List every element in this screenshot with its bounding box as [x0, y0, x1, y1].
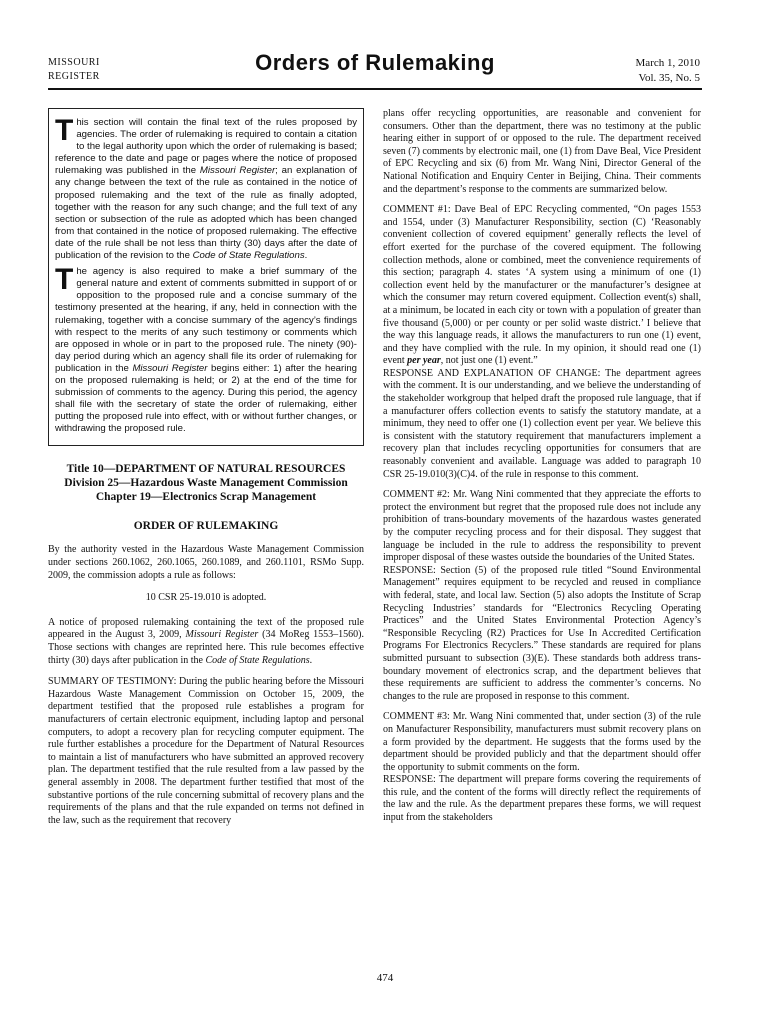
- comment-text: , not just one (1) event.”: [440, 355, 538, 367]
- intro-box: [48, 108, 364, 446]
- summary-paragraph: SUMMARY OF TESTIMONY: During the public hearing before the Missouri Hazardous Waste Management Commission on October 15, 2009, the department testified that the proposed rule establishes a program for manufacturers of certain electronic equipment, including laptop and personal computers, to adopt a recovery plan for recycling computer equipment. The rule further establishes a procedure for the Department of Natural Resources to maintain a list of manufacturers who have submitted an approved recovery plan. The department testified that the rule resulted from a law passed by the general assembly in 2008. The department further testified that most of the substantive portions of the rule concerning submittal of recovery plans and the requirements of the plans and that the rule expanded on terms not defined in the law, such as the requirement that recovery: [48, 676, 364, 826]
- order-heading: ORDER OF RULEMAKING: [133, 520, 279, 533]
- comment-emphasis: per year: [407, 355, 441, 367]
- division-line: Division 25—Hazardous Waste Management Commission: [64, 477, 348, 490]
- drop-cap: T: [55, 263, 74, 297]
- journal-name: [48, 56, 100, 84]
- response-2: RESPONSE: Section (5) of the proposed rule titled “Sound Environmental Management” requires equipment to be recycled and reused in compliance with federal, state, and local law. Section (5) also adopts the Institute of Scrap Recycling Industries’ standards for “Electronics Recycling Operating Practices” and the United States Environmental Protection Agency’s “Responsible Recycling (R2) Practices for Use In Accredited Certification Programs For Electronics Recyclers.” These standards are required for plans submitted pursuant to subsection (3)(E). These standards both address trans-boundary movement of electronics scrap, and the department believes that these requirements are sufficient to address the commenter’s concerns. No changes to the rule are proposed in response to this comment.: [383, 564, 701, 702]
- journal-name-line2: REGISTER: [48, 71, 100, 82]
- intro-paragraph-2: [55, 263, 357, 435]
- intro-text: begins either: 1) after the hearing on the proposed rulemaking is held; or 2) at the end of the time for submission of comments to the agency. During this period, the agency shall file with the secretary of state the order of rulemaking, either putting the proposed rule into effect, with or without further changes, or withdrawing the proposed rule.: [55, 362, 357, 435]
- right-body: [383, 108, 701, 825]
- section-title: Orders of Rulemaking: [255, 50, 495, 75]
- issue-info: [636, 56, 700, 86]
- title-line: Title 10—DEPARTMENT OF NATURAL RESOURCES: [66, 463, 346, 476]
- notice-italic: Missouri Register: [185, 629, 259, 641]
- notice-paragraph: [48, 617, 364, 667]
- authority-paragraph: By the authority vested in the Hazardous Waste Management Commission under sections 260.1062, 260.1065, 260.1089, and 260.1101, RSMo Supp. 2009, the commission adopts a rule as follows:: [48, 544, 364, 581]
- notice-text: (34 MoReg 1553–1560). Those sections with changes are reprinted here. This rule becomes effective thirty (30) days after publication in the: [48, 629, 364, 666]
- comment-text: COMMENT #1: Dave Beal of EPC Recycling commented, “On pages 1553 and 1554, under (3) Manufacturer Responsibility, section (C) ‘Reasonably convenient collection of covered equipment’ generally reflects the level of effort exerted for the purchase of the covered equipment. The following collection methods, alone or combined, meet the convenience requirements of this section; paragraph 4. states ‘A system using a minimum of one (1) collection event held by the manufacturer or the manufacturer’s designee at which the consumer may return covered equipment. Collection event(s) shall, at a minimum, be located in each city or town with a population of greater than five thousand (5,000) or per county or per solid waste district.’ I believe that the way this language reads, it allows the manufacturers to run one (1) event, and they have complied with the rule. In my opinion, it should read one (1) event: [383, 204, 701, 367]
- response-3: RESPONSE: The department will prepare forms covering the requirements of this rule, and the content of the forms will directly reflect the requirements of the law and the rule. As the department prepares these forms, we will request input from the stakeholders: [383, 774, 701, 824]
- continuation-paragraph: plans offer recycling opportunities, are reasonable and convenient for consumers. Other than the department, there was no testimony at the public hearing either in support of or opposed to the rule. The department received seven (7) comments by electronic mail, one (1) from Dave Beal, Vice President of EPC Recycling and six (6) from Mr. Wang Nini, Director General of the National Notification and Enquiry Center in Beijing, China. Their comments and the department’s response to the comments are summarized below.: [383, 108, 701, 195]
- right-column: [383, 108, 701, 825]
- journal-name-line1: MISSOURI: [48, 57, 100, 68]
- page-header: [0, 0, 770, 100]
- left-body: [48, 544, 364, 827]
- page-number: 474: [376, 972, 394, 984]
- intro-italic: Missouri Register: [132, 362, 208, 374]
- notice-italic: Code of State Regulations: [205, 654, 310, 666]
- intro-text: his section will contain the final text of the rules proposed by agencies. The order of rulemaking is required to contain a citation to the legal authority upon which the order of rulemaking is based; reference to the date and page or pages where the notice of proposed rulemaking was published in the: [55, 117, 357, 177]
- comment-3: COMMENT #3: Mr. Wang Nini commented that, under section (3) of the rule on Manufacturer Responsibility, manufacturers must submit recovery plans on a form provided by the department. He suggests that the forms used by the department should be provided publicly and that the department should offer the opportunity to submit comments on the form.: [383, 711, 701, 773]
- issue-volume: Vol. 35, No. 5: [638, 72, 700, 84]
- drop-cap: T: [55, 114, 74, 147]
- intro-italic: Missouri Register: [199, 165, 276, 177]
- intro-italic: Code of State Regulations: [192, 250, 305, 262]
- intro-text: ; an explanation of any change between the text of the rule as contained in the notice of proposed rulemaking and the text of the rule as finally adopted, together with the reason for any such change; and the full text of any section or subsection of the rule as adopted which has been changed from that contained in the notice of proposed rulemaking. The effective date of the rule shall be not less than thirty (30) days after the date of publication of the revision to the: [55, 165, 357, 262]
- comment-1: [383, 204, 701, 368]
- notice-text: .: [309, 654, 313, 666]
- response-1: RESPONSE AND EXPLANATION OF CHANGE: The department agrees with the comment. It is our understanding, and we believe the understanding of the stakeholder workgroup that helped draft the proposed rule language, that if a manufacturer offers collection events to satisfy the statutory mandate, at a minimum, they need to offer one (1) collection event per year. We believe this is consistent with the statutory requirement that manufacturers implement a recovery plan that includes recycling opportunities for consumers that are reasonably convenient and available. Language was added to paragraph 10 CSR 25-19.010(3)(C)4. of the rule in response to this comment.: [383, 367, 701, 480]
- left-column: [48, 108, 364, 836]
- intro-text: he agency is also required to make a brief summary of the general nature and extent of comments submitted in support of or opposition to the proposed rule and a concise summary of the testimony presented at the hearing, if any, held in connection with the rulemaking, together with a concise summary of the agency’s findings with respect to the merits of any such testimony or comments which are opposed in whole or in part to the proposed rule. The ninety (90)-day period during which an agency shall file its order of rulemaking for publication in the: [55, 266, 357, 374]
- comment-2: COMMENT #2: Mr. Wang Nini commented that they appreciate the efforts to protect the environment but regret that the proposed rule does not include any prohibition of trans-boundary movements of the hazardous wastes generated by the computer recycling process and for their disposal. They suggest that language be included in the rule to address the responsibility to prevent improper disposal of these wastes outside the boundaries of the United States.: [383, 489, 701, 564]
- intro-paragraph-1: [55, 114, 357, 262]
- intro-text: .: [304, 250, 308, 262]
- rule-title-block: [48, 462, 364, 504]
- issue-date: March 1, 2010: [635, 57, 700, 69]
- notice-text: A notice of proposed rulemaking containing the text of the proposed rule appeared in the August 3, 2009,: [48, 616, 364, 641]
- header-divider: [48, 88, 702, 90]
- adopted-line: 10 CSR 25-19.010 is adopted.: [145, 592, 267, 604]
- chapter-line: Chapter 19—Electronics Scrap Management: [95, 491, 317, 504]
